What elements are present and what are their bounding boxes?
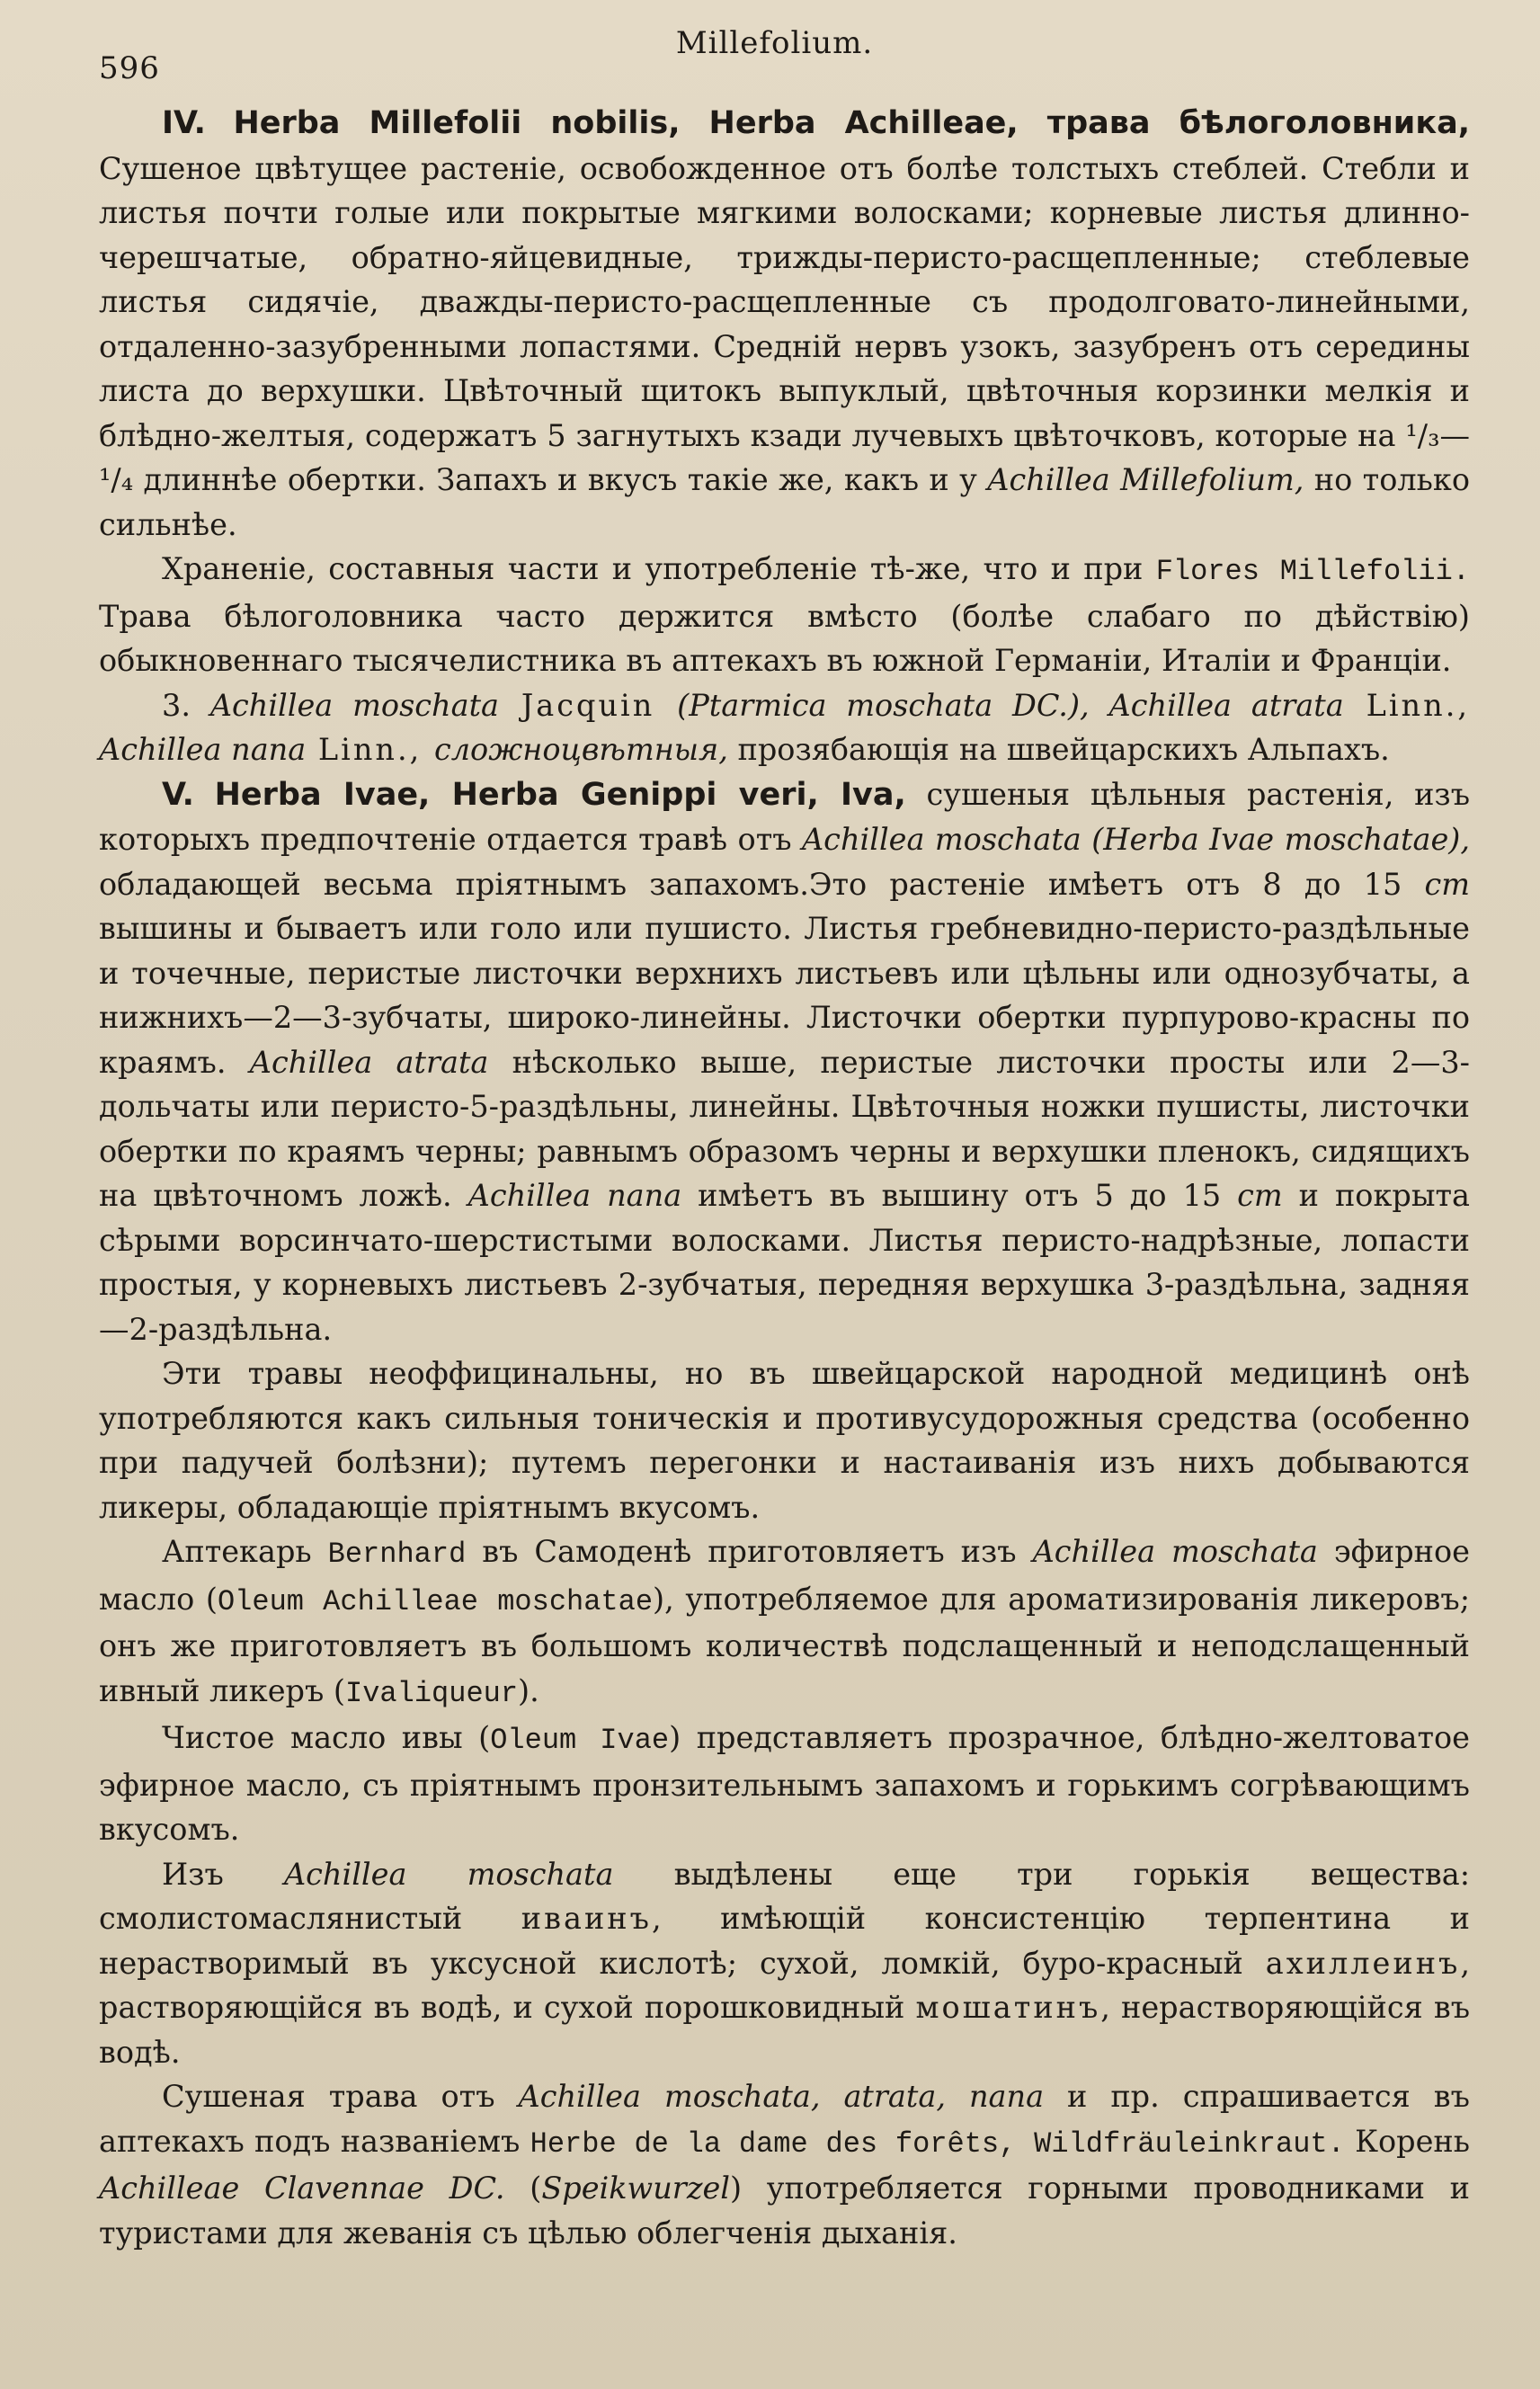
text: въ Самоденѣ приготовляетъ изъ <box>466 1534 1033 1569</box>
unit-cm-2: cm <box>1237 1178 1283 1213</box>
page-header <box>99 25 1450 86</box>
herbs-paragraph: Эти травы неоффицинальны, но въ швейцарской народной медицинѣ онѣ употребляются какъ сильныя тоническія и противусудорожныя средства (особенно при падучей болѣзни); путемъ перегонки и настаиванія изъ нихъ добываются ликеры, обладающіе пріятнымъ вкусомъ. <box>99 1356 1470 1525</box>
text: Изъ <box>162 1856 284 1892</box>
person-bernhard: Bernhard <box>327 1538 467 1571</box>
substance-moschatin: мошатинъ <box>915 1990 1101 2025</box>
text: ). <box>518 1672 539 1708</box>
text: Корень <box>1344 2123 1470 2159</box>
text: Аптекарь <box>162 1534 328 1569</box>
page-body <box>99 101 1470 2255</box>
author-linn-2: Linn., <box>306 732 434 767</box>
spacer <box>1090 688 1109 723</box>
oil-ivae: Oleum Ivae <box>490 1724 670 1757</box>
item-3-text: прозябающія на швейцарскихъ Альпахъ. <box>727 732 1390 767</box>
running-head: Millefolium. <box>675 25 874 61</box>
species-moschata: Achillea moschata <box>209 687 499 723</box>
substance-ivain: иваинъ <box>521 1901 652 1936</box>
section-iv-text: Сушеное цвѣтущее растеніе, освобожденное отъ болѣе толстыхъ стеблей. Стебли и листья почти голые или покрытые мягкими волосками; корневые листья длинно-черешчатые, обратно-яйцевидные, трижды-перисто-расщепленные; стеблевые листья сидячіе, дважды-перисто-расщепленные съ продолговато-линейными, отдаленно-зазубренными лопастями. Средній нервъ узокъ, зазубренъ отъ середины листа до верхушки. Цвѣточный щитокъ выпуклый, цвѣточныя корзинки мелкія и блѣдно-желтыя, содержатъ 5 загнутыхъ кзади лучевыхъ цвѣточковъ, которые на ¹/₃—¹/₄ длиннѣе обертки. Запахъ и вкусъ такіе же, какъ и у <box>99 150 1470 497</box>
section-v-text-2: обладающей весьма пріятнымъ запахомъ.Это растеніе имѣетъ отъ 8 до 15 <box>99 866 1425 902</box>
species-nana-2: Achillea nana <box>467 1178 682 1213</box>
text: Сушеная трава отъ <box>162 2079 519 2114</box>
storage-drug-name: Flores Millefolii. <box>1155 555 1470 588</box>
section-v-numeral: V. <box>162 776 194 813</box>
item-3 <box>99 683 1470 772</box>
species-atrata: Achillea atrata <box>1108 687 1344 723</box>
text: , растворяющійся въ водѣ, и сухой порошковидный <box>99 1945 1470 2025</box>
storage-text-end: Трава бѣлоголовника часто держится вмѣсто (болѣе слабаго по дѣйствію) обыкновеннаго тысячелистника въ аптекахъ въ южной Германіи, Италіи и Франціи. <box>99 598 1470 678</box>
storage-text: Храненіе, составныя части и употребленіе тѣ-же, что и при <box>162 551 1156 586</box>
speikwurzel: Speikwurzel <box>541 2171 731 2206</box>
species-moschata-3: Achillea moschata <box>283 1856 614 1892</box>
species-nana: Achillea nana <box>99 732 307 767</box>
section-v-text-3: вышины и бываетъ или голо или пушисто. Листья гребневидно-перисто-раздѣльные и точечные, перистые листочки верхнихъ листьевъ или цѣльны или однозубчаты, а нижнихъ—2—3-зубчаты, широко-линейны. Листочки обертки пурпурово-красны по краямъ. <box>99 911 1470 1080</box>
author-linn: Linn., <box>1343 687 1470 723</box>
section-v-text-6: и покрыта сѣрыми ворсинчато-шерстистыми волосками. Листья перисто-надрѣзные, лопасти простыя, у корневыхъ листьевъ 2-зубчатыя, передняя верхушка 3-раздѣльна, задняя—2-раздѣльна. <box>99 1178 1471 1347</box>
section-iv-numeral: IV. <box>162 105 206 141</box>
text: Чистое масло ивы ( <box>162 1720 491 1755</box>
section-iv <box>99 101 1470 547</box>
text: ) употребляется горными проводниками и туристами для жеванія съ цѣлью облегченія дыханія. <box>99 2171 1470 2251</box>
species-atrata-2: Achillea atrata <box>249 1044 489 1080</box>
trade-names: Herbe de la dame des forêts, Wildfräuleinkraut. <box>530 2126 1345 2161</box>
species-clavennae: Achilleae Clavennae DC. <box>99 2171 505 2206</box>
liqueur-name: Ivaliqueur <box>345 1676 519 1710</box>
section-v-text-4: нѣсколько выше, перистые листочки просты или 2—3-дольчаты или перисто-5-раздѣльны, линейны. Цвѣточныя ножки пушисты, листочки обертки по краямъ черны; равнымъ образомъ черны и верхушки пленокъ, сидящихъ на цвѣточномъ ложѣ. <box>99 1044 1470 1213</box>
text: выдѣлены еще три горькія вещества: смолистомаслянистый <box>99 1856 1470 1936</box>
section-iv-species: Achillea Millefolium, <box>987 462 1304 497</box>
text: , имѣющій консистенцію терпентина и нерастворимый въ уксусной кислотѣ; сухой, ломкій, буро-красный <box>99 1901 1470 1981</box>
section-v-heading: Herba Ivae, Herba Genippi veri, Iva, <box>214 776 906 813</box>
author-jacquin: Jacquin <box>499 687 678 723</box>
unit-cm: cm <box>1424 866 1470 902</box>
bernhard-paragraph <box>99 1529 1470 1716</box>
section-v <box>99 772 1470 1352</box>
section-v-species: Achillea moschata (Herba Ivae moschatae), <box>801 822 1470 857</box>
species-list: Achillea moschata, atrata, nana <box>518 2079 1045 2114</box>
oil-name: Oleum Achilleae moschatae <box>217 1584 654 1618</box>
text: , нерастворяющійся въ водѣ. <box>99 1990 1471 2070</box>
text: ) представляетъ прозрачное, блѣдно-желтоватое эфирное масло, съ пріятнымъ пронзительнымъ запахомъ и горькимъ согрѣвающимъ вкусомъ. <box>99 1720 1471 1847</box>
section-iv-heading: Herba Millefolii nobilis, Herba Achilleae, трава бѣлоголовника, <box>233 105 1470 141</box>
species-moschata-2: Achillea moschata <box>1032 1534 1318 1569</box>
text: эфирное масло ( <box>99 1534 1470 1617</box>
text: ( <box>504 2171 542 2206</box>
page-number: 596 <box>99 50 160 86</box>
oil-paragraph <box>99 1716 1470 1852</box>
synonym-ptarmica: (Ptarmica moschata DC.), <box>677 687 1090 723</box>
text: ), употребляемое для ароматизированія ликеровъ; онъ же приготовляетъ въ большомъ количествѣ подслащенный и неподслащенный ивный ликеръ ( <box>99 1581 1471 1708</box>
family-name: сложноцвѣтныя, <box>433 732 728 767</box>
section-iv-text-end: но только сильнѣе. <box>99 462 1470 542</box>
dried-paragraph <box>99 2074 1470 2255</box>
section-v-text: сушеныя цѣльныя растенія, изъ которыхъ предпочтеніе отдается травѣ отъ <box>99 776 1471 857</box>
text: и пр. спрашивается въ аптекахъ подъ названіемъ <box>99 2079 1470 2159</box>
item-3-number: 3. <box>162 687 210 723</box>
section-v-text-5: имѣетъ въ вышину отъ 5 до 15 <box>681 1178 1238 1213</box>
bitter-paragraph <box>99 1852 1470 2075</box>
storage-paragraph <box>99 547 1470 683</box>
substance-achillein: ахиллеинъ <box>1265 1945 1461 1981</box>
